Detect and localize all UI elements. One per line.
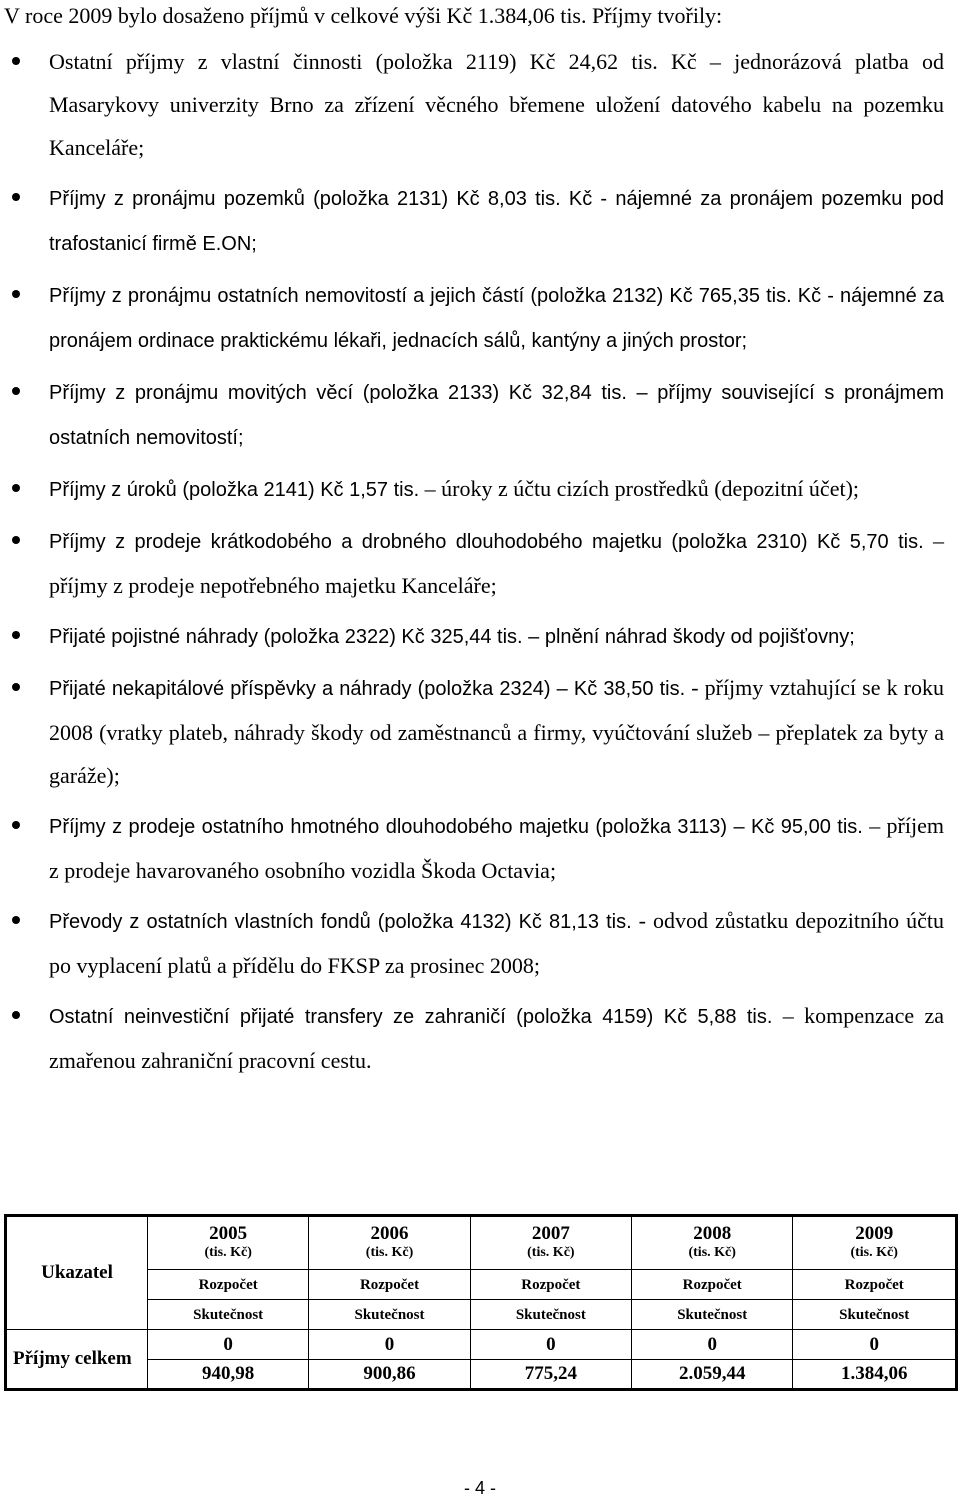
item-lead: Přijaté pojistné náhrady (položka 2322) Kč 325,44 tis. <box>49 626 523 648</box>
budget-label-cell <box>470 1270 631 1300</box>
actual-label: Skutečnost <box>515 1306 586 1323</box>
item-description: - odvod zůstatku depozitního účtu po vyplacení platů a přídělu do FKSP za prosinec 2008; <box>49 908 944 978</box>
year-2009: 2009 <box>855 1223 894 1244</box>
item-description: Kč - nájemné za pronájem ordinace praktickému lékaři, jednacích sálů, kantýny a jiných prostor; <box>49 285 944 352</box>
bullet-dot-icon <box>12 536 20 544</box>
year-cell <box>148 1216 309 1270</box>
budget-label: Rozpočet <box>844 1276 904 1293</box>
actual-value-text: 775,24 <box>524 1363 577 1384</box>
actual-value <box>632 1360 793 1390</box>
actual-value <box>148 1360 309 1390</box>
bullet-dot-icon <box>12 484 20 492</box>
actual-label-cell <box>793 1300 957 1330</box>
budget-label-cell <box>632 1270 793 1300</box>
list-item <box>0 519 960 607</box>
item-description: Kč - nájemné za pronájem pozemku pod trafostanicí firmě E.ON; <box>49 188 944 255</box>
list-item <box>0 804 960 892</box>
budget-value <box>470 1330 631 1360</box>
actual-label: Skutečnost <box>354 1306 425 1323</box>
list-item <box>0 666 960 797</box>
income-list <box>0 40 960 1089</box>
bullet-dot-icon <box>12 387 20 395</box>
item-lead: Příjmy z pronájmu ostatních nemovitostí a jejich částí (položka 2132) Kč 765,35 tis. <box>49 285 792 307</box>
col-header-cell <box>6 1216 148 1330</box>
list-item <box>0 899 960 987</box>
unit-label: (tis. Kč) <box>527 1245 575 1260</box>
budget-value <box>148 1330 309 1360</box>
year-cell <box>309 1216 470 1270</box>
budget-value <box>632 1330 793 1360</box>
item-lead: Příjmy z prodeje ostatního hmotného dlouhodobého majetku (položka 3113) – Kč 95,00 tis. <box>49 816 863 838</box>
actual-label-cell <box>148 1300 309 1330</box>
actual-value-text: 1.384,06 <box>840 1363 908 1384</box>
budget-value <box>309 1330 470 1360</box>
actual-value <box>309 1360 470 1390</box>
actual-label: Skutečnost <box>677 1306 748 1323</box>
unit-label: (tis. Kč) <box>204 1245 252 1260</box>
item-description: – úroky z účtu cizích prostředků (depozitní účet); <box>419 476 860 501</box>
row-header: Příjmy celkem <box>13 1348 132 1369</box>
list-item <box>0 467 960 512</box>
year-cell <box>793 1216 957 1270</box>
unit-label: (tis. Kč) <box>365 1245 414 1260</box>
budget-value-text: 0 <box>869 1333 879 1355</box>
item-lead: Ostatní neinvestiční přijaté transfery ze zahraničí (položka 4159) Kč 5,88 tis. <box>49 1006 773 1028</box>
actual-label-cell <box>309 1300 470 1330</box>
budget-value-text: 0 <box>546 1333 556 1355</box>
bullet-dot-icon <box>12 1011 20 1019</box>
year-2008: 2008 <box>693 1223 732 1244</box>
item-description: – kompenzace za zmařenou zahraniční pracovní cestu. <box>49 1003 944 1073</box>
budget-value-text: 0 <box>707 1333 717 1355</box>
summary-table <box>4 1214 958 1391</box>
list-item <box>0 176 960 266</box>
year-cell <box>470 1216 631 1270</box>
actual-label: Skutečnost <box>193 1306 264 1323</box>
item-lead: Příjmy z úroků (položka 2141) Kč 1,57 tis. <box>49 479 420 501</box>
budget-label-cell <box>309 1270 470 1300</box>
list-item <box>0 994 960 1082</box>
budget-label-cell <box>148 1270 309 1300</box>
actual-value-text: 940,98 <box>202 1363 255 1384</box>
list-item <box>0 370 960 460</box>
actual-value-text: 2.059,44 <box>678 1363 746 1384</box>
budget-label-cell <box>793 1270 957 1300</box>
budget-label: Rozpočet <box>359 1276 420 1293</box>
budget-label: Rozpočet <box>682 1276 742 1293</box>
actual-label-cell <box>470 1300 631 1330</box>
item-lead: Příjmy z pronájmu pozemků (položka 2131) Kč 8,03 tis. <box>49 188 561 210</box>
item-lead: Příjmy z pronájmu movitých věcí (položka 2133) Kč 32,84 tis. <box>49 382 627 404</box>
actual-label: Skutečnost <box>839 1306 910 1323</box>
bullet-dot-icon <box>12 683 20 691</box>
year-2005: 2005 <box>209 1223 248 1244</box>
bullet-dot-icon <box>12 57 20 65</box>
budget-label: Rozpočet <box>198 1276 258 1293</box>
list-item <box>0 40 960 169</box>
list-item <box>0 273 960 363</box>
bullet-dot-icon <box>12 290 20 298</box>
item-description: – příjem z prodeje havarovaného osobního vozidla Škoda Octavia; <box>49 813 944 883</box>
intro-sentence: V roce 2009 bylo dosaženo příjmů v celkové výši Kč 1.384,06 tis. Příjmy tvořily: <box>4 3 723 28</box>
year-cell <box>632 1216 793 1270</box>
budget-value-text: 0 <box>223 1333 233 1355</box>
item-lead: Ostatní příjmy z vlastní činnosti (položka 2119) Kč 24,62 tis. <box>49 49 658 74</box>
bullet-dot-icon <box>12 821 20 829</box>
item-description: Kč – jednorázová platba od Masarykovy univerzity Brno za zřízení věcného břemene uložení datového kabelu na pozemku Kanceláře; <box>49 49 944 160</box>
budget-value <box>793 1330 957 1360</box>
col-header: Ukazatel <box>41 1262 113 1283</box>
actual-value-text: 900,86 <box>363 1363 416 1384</box>
row-header-cell <box>6 1330 148 1390</box>
unit-label: (tis. Kč) <box>688 1245 736 1260</box>
budget-value-text: 0 <box>384 1333 395 1355</box>
page-number: - 4 - <box>463 1478 496 1498</box>
bullet-dot-icon <box>12 193 20 201</box>
item-description: – příjmy související s pronájmem ostatních nemovitostí; <box>49 382 945 449</box>
bullet-dot-icon <box>12 916 20 924</box>
item-lead: Převody z ostatních vlastních fondů (položka 4132) Kč 81,13 tis. <box>49 911 632 933</box>
item-lead: Přijaté nekapitálové příspěvky a náhrady (položka 2324) – Kč 38,50 tis. <box>49 678 686 700</box>
unit-label: (tis. Kč) <box>850 1245 898 1260</box>
year-2006: 2006 <box>370 1223 409 1244</box>
item-description: – příjmy z prodeje nepotřebného majetku Kanceláře; <box>49 528 945 598</box>
year-2007: 2007 <box>531 1223 570 1244</box>
actual-value <box>793 1360 957 1390</box>
budget-label: Rozpočet <box>521 1276 581 1293</box>
item-description: - příjmy vztahující se k roku 2008 (vratky plateb, náhrady škody od zaměstnanců a firmy, vyúčtování služeb – přeplatek za byty a garáže); <box>49 675 944 788</box>
bullet-dot-icon <box>12 631 20 639</box>
list-item <box>0 614 960 659</box>
item-description: – plnění náhrad škody od pojišťovny; <box>522 626 855 648</box>
actual-value <box>470 1360 631 1390</box>
actual-label-cell <box>632 1300 793 1330</box>
item-lead: Příjmy z prodeje krátkodobého a drobného dlouhodobého majetku (položka 2310) Kč 5,70 tis. <box>49 531 924 553</box>
